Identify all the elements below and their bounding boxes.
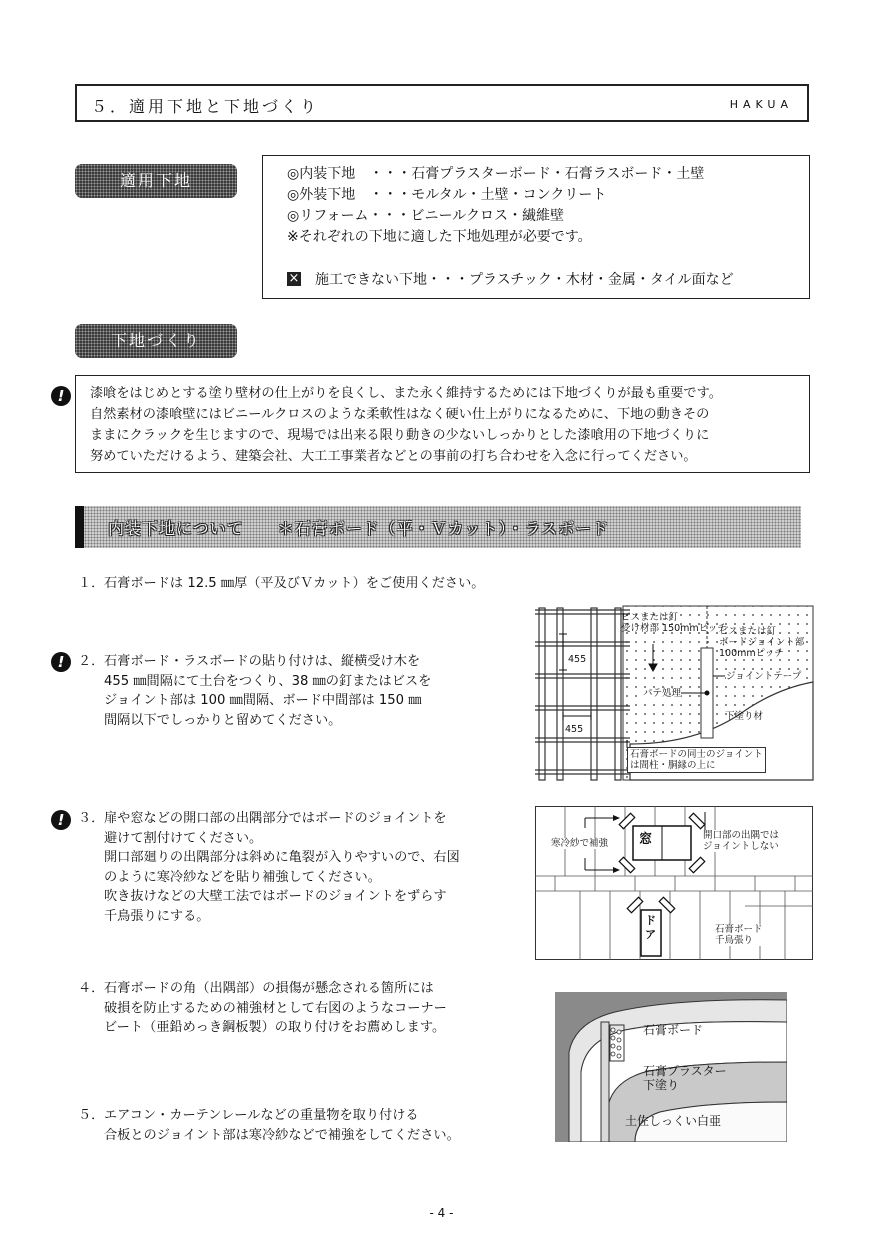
item-line: 扉や窓などの開口部の出隅部分ではボードのジョイントを	[104, 811, 447, 826]
ng-mark-icon: ×	[288, 271, 300, 286]
label-line: ボードジョイント部	[719, 637, 805, 648]
ng-line	[287, 269, 734, 289]
item-line: エアコン・カーテンレールなどの重量物を取り付ける	[104, 1108, 419, 1123]
notice-line: 自然素材の漆喰壁にはビニールクロスのような柔軟性はなく硬い仕上がりになるために、下地の動きその	[90, 407, 710, 422]
label-line: 千鳥張り	[715, 935, 754, 946]
substrate-badge-label: 適用下地	[119, 171, 192, 190]
substrate-badge	[75, 164, 237, 198]
list-item-4	[78, 979, 447, 1038]
list-item-1	[78, 574, 485, 594]
item-line: 千鳥張りにする。	[104, 908, 210, 924]
board-label: 石膏ボード	[643, 1023, 704, 1037]
plaster-label	[643, 1064, 727, 1092]
preparation-badge	[75, 324, 237, 358]
finish-label: 土佐しっくい白亜	[625, 1114, 722, 1128]
item-number: ５．	[78, 1108, 105, 1123]
reinforce-label: 寒冷紗で補強	[551, 838, 609, 849]
notice-line: 漆喰をはじめとする塗り壁材の仕上がりを良くし、また永く維持するためには下地づくりが最も重要です。	[90, 386, 722, 401]
warning-icon: !	[51, 810, 71, 830]
label-line: ア	[645, 928, 656, 941]
label-line: 100mmピッチ	[719, 648, 784, 659]
label-line: 石膏ボードの同士のジョイント	[630, 749, 763, 760]
item-line: 吹き抜けなどの大壁工法ではボードのジョイントをずらす	[104, 889, 447, 904]
screw-label-right	[719, 626, 804, 659]
substrate-line: ◎内装下地 ・・・石膏プラスターボード・石膏ラスボード・土壁	[287, 166, 705, 182]
substrate-line: ※それぞれの下地に適した下地処理が必要です。	[287, 229, 592, 245]
item-number: １．	[78, 576, 105, 591]
window-label: 窓	[639, 832, 653, 847]
item-line: 石膏ボード・ラスボードの貼り付けは、縦横受け木を	[104, 654, 421, 669]
joint-note-label	[627, 747, 766, 773]
label-line: 開口部の出隅では	[703, 830, 780, 841]
list-item-3	[78, 809, 460, 926]
warning-icon: !	[51, 652, 71, 672]
item-line: 開口部廻りの出隅部分は斜めに亀裂が入りやすいので、右図	[104, 850, 460, 865]
item-line: 避けて割付けてください。	[104, 830, 263, 846]
list-item-2	[78, 652, 431, 730]
page-number: - 4 -	[429, 1206, 454, 1220]
door-label	[645, 914, 656, 942]
spacing-label: 455	[568, 654, 587, 665]
item-line: ビート（亜鉛めっき鋼板製）の取り付けをお薦めします。	[104, 1020, 446, 1035]
substrate-line: ◎外装下地 ・・・モルタル・土壁・コンクリート	[287, 187, 607, 203]
label-line: 石膏ボード	[715, 924, 763, 935]
label-line: 下塗り	[643, 1078, 680, 1092]
header-box	[75, 84, 809, 122]
section-title: 内装下地について ＊石膏ボード（平・Ｖカット）・ラスボード	[108, 519, 610, 538]
item-number: ４．	[78, 981, 105, 996]
page-title: ５．適用下地と下地づくり	[91, 97, 320, 116]
label-line: ビスまたは釘	[621, 612, 679, 623]
undercoat-label: 下塗り材	[725, 711, 764, 722]
item-line: 破損を防止するための補強材として右図のようなコーナー	[104, 1000, 447, 1016]
label-line: 受け材部 150mmピッチ	[621, 623, 727, 634]
label-line: ド	[645, 914, 656, 927]
warning-icon: !	[51, 386, 71, 406]
preparation-badge-label: 下地づくり	[110, 331, 201, 350]
putty-label: パテ処理	[643, 688, 682, 699]
label-line: ジョイントしない	[703, 841, 779, 852]
label-line: ビスまたは釘	[719, 626, 777, 637]
list-item-5	[78, 1106, 460, 1145]
item-line: のように寒冷紗などを貼り補強してください。	[104, 869, 381, 885]
item-line: 455 ㎜間隔にて土台をつくり、38 ㎜の釘またはビスを	[104, 673, 432, 689]
corner-bead-figure	[555, 992, 787, 1142]
notice-line: ままにクラックを生じますので、現場では出来る限り動きの少ないしっかりとした漆喰用の下地づくりに	[90, 428, 710, 443]
notice-line: 努めていただけるよう、建築会社、大工工事業者などとの事前の打ち合わせを入念に行ってください。	[90, 449, 697, 464]
item-number: ３．	[78, 811, 105, 826]
item-number: ２．	[78, 654, 105, 669]
notice-box	[75, 375, 810, 473]
label-line: 石膏プラスター	[643, 1064, 727, 1078]
item-line: 石膏ボードは 12.5 ㎜厚（平及びＶカット）をご使用ください。	[104, 576, 485, 591]
substrate-list-box	[262, 155, 810, 299]
corner-note-label	[703, 830, 779, 852]
substrate-lines	[287, 164, 704, 248]
opening-reinforcement-figure	[535, 806, 813, 960]
section-header	[75, 506, 801, 548]
item-line: 間隔以下でしっかりと留めてください。	[104, 712, 342, 728]
spacing-label: 455	[565, 724, 584, 735]
item-line: 合板とのジョイント部は寒冷紗などで補強をしてください。	[104, 1127, 460, 1143]
item-line: 石膏ボードの角（出隅部）の損傷が懸念される箇所には	[104, 981, 434, 996]
brand-name: HAKUA	[729, 98, 793, 111]
label-line: は間柱・胴縁の上に	[630, 760, 716, 771]
ng-text: 施工できない下地・・・プラスチック・木材・金属・タイル面など	[315, 272, 734, 288]
board-fixing-figure	[535, 604, 814, 781]
joint-tape-label: ジョイントテープ	[726, 671, 802, 682]
staggered-label	[715, 924, 763, 946]
notice-text	[90, 383, 722, 467]
screw-label-left	[621, 612, 727, 634]
item-line: ジョイント部は 100 ㎜間隔、ボード中間部は 150 ㎜	[104, 693, 422, 708]
substrate-line: ◎リフォーム・・・ビニールクロス・繊維壁	[287, 208, 564, 224]
